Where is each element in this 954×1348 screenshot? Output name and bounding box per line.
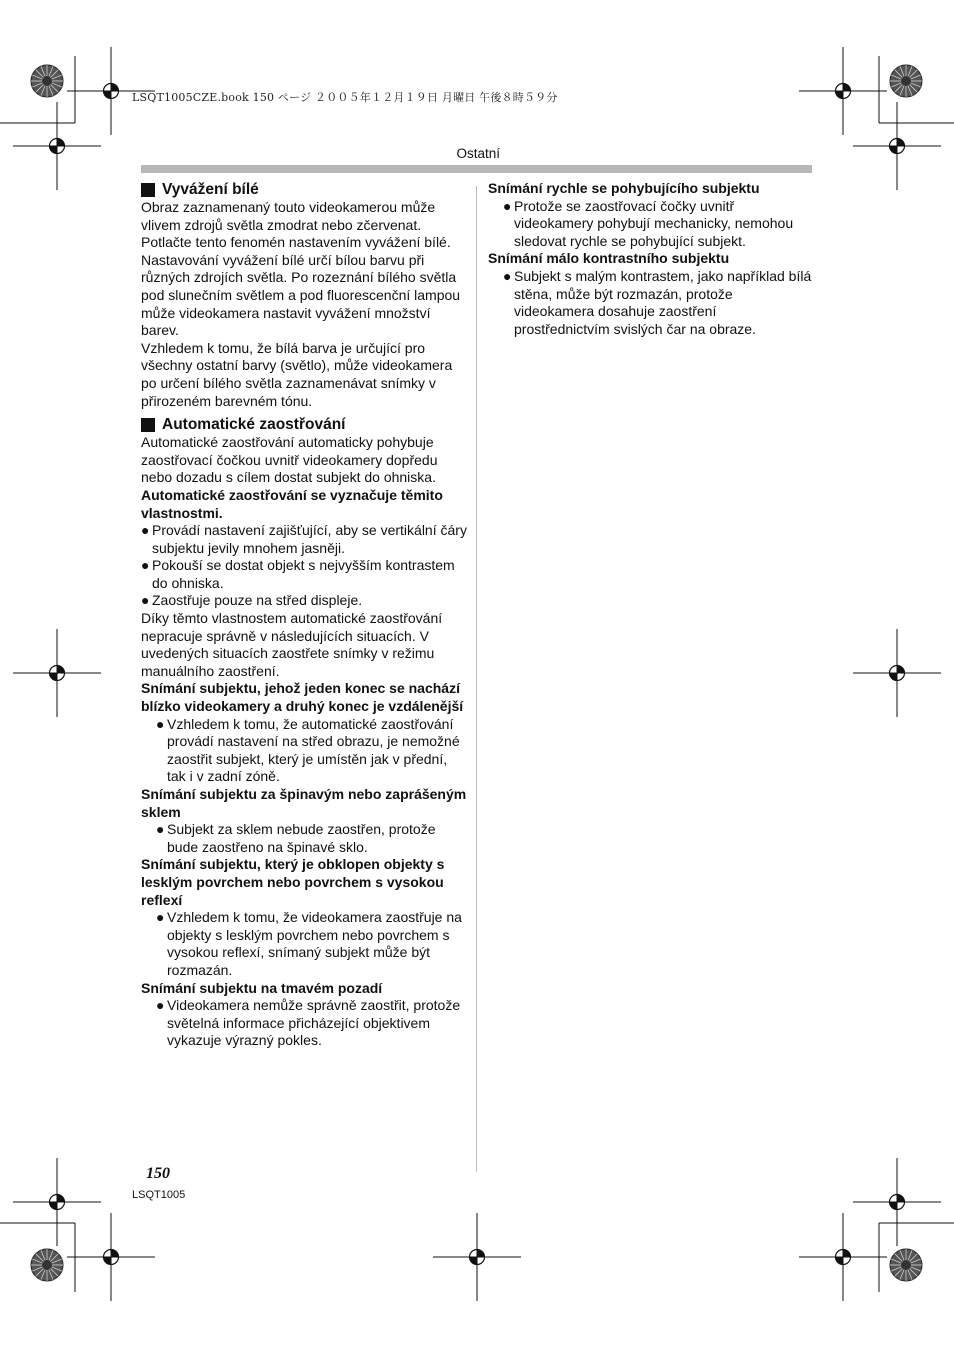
list-item: ● Videokamera nemůže správně zaostřit, protože světelná informace přicházející objektivem vykazuje výrazný pokles.: [156, 997, 461, 1049]
case-heading: Snímání subjektu, jehož jeden konec se nachází blízko videokamery a druhý konec je vzdálenější: [141, 680, 464, 715]
square-bullet-icon: [141, 418, 155, 432]
bullet-icon: ●: [503, 267, 512, 284]
starburst-mark-top-left: [31, 65, 63, 97]
registration-mark: [67, 1213, 155, 1301]
registration-mark: [13, 629, 101, 717]
case-heading: Snímání subjektu za špinavým nebo zaprášeným sklem: [141, 786, 467, 820]
paragraph: Obraz zaznamenaný touto videokamerou může vlivem zdrojů světla zmodrat nebo zčervenat. Potlačte tento fenomén nastavením vyvážení bílé. Nastavování vyvážení bílé určí bílou barvu při různých zdrojích světla. Po rozeznání bílého světla pod slunečním světlem a pod fluorescenční lampou může videokamera nastavit vyvážení množství barev.: [141, 199, 461, 339]
paragraph: Automatické zaostřování automaticky pohybuje zaostřovací čočkou uvnitř videokamery dopředu nebo dozadu s cílem dostat subjekt do ohniska.: [141, 434, 438, 486]
case-heading: Snímání málo kontrastního subjektu: [488, 250, 730, 267]
list-item: ● Subjekt s malým kontrastem, jako například bílá stěna, může být rozmazán, protože videokamera dosahuje zaostření prostřednictvím svislých čar na obraze.: [503, 267, 812, 337]
heading-text: Vyvážení bílé: [162, 181, 259, 198]
section-heading-white-balance: [141, 180, 469, 199]
bullet-icon: ●: [156, 909, 165, 926]
list-item: ● Provádí nastavení zajišťující, aby se vertikální čáry subjektu jevily mnohem jasněji.: [141, 522, 467, 556]
header-bar: [141, 165, 812, 173]
square-bullet-icon: [141, 183, 155, 197]
list-item: ● Subjekt za sklem nebude zaostřen, protože bude zaostřeno na špinavé sklo.: [156, 821, 436, 855]
starburst-mark-bottom-right: [890, 1249, 922, 1281]
starburst-mark-top-right: [890, 65, 922, 97]
registration-mark: [799, 47, 887, 135]
left-column: [141, 180, 469, 1050]
bullet-icon: ●: [141, 522, 150, 539]
case-heading: Snímání subjektu, který je obklopen objekty s lesklým povrchem nebo povrchem s vysokou reflexí: [141, 856, 445, 908]
page-number: 150: [146, 1165, 170, 1182]
case-heading: Snímání rychle se pohybujícího subjektu: [488, 180, 760, 196]
subheading: Automatické zaostřování se vyznačuje těmito vlastnostmi.: [141, 486, 443, 521]
column-divider: [476, 186, 477, 1172]
paragraph: Vzhledem k tomu, že bílá barva je určující pro všechny ostatní barvy (světlo), může videokamera po určení bílého světla zaznamenávat snímky v přirozeném barevném tónu.: [141, 339, 453, 409]
model-code: LSQT1005: [132, 1189, 186, 1201]
right-column: [488, 180, 812, 338]
heading-text: Automatické zaostřování: [162, 416, 346, 434]
list-item: ● Vzhledem k tomu, že videokamera zaostřuje na objekty s lesklým povrchem nebo povrchem s vysokou reflexí, snímaný subjekt může být rozmazán.: [156, 909, 462, 978]
starburst-mark-bottom-left: [31, 1249, 63, 1281]
list-item: ● Vzhledem k tomu, že automatické zaostřování provádí nastavení na střed obrazu, je nemožné zaostřit subjekt, který je umístěn jak v přední, tak i v zadní zóně.: [156, 715, 460, 785]
registration-mark: [799, 1213, 887, 1301]
bullet-icon: ●: [141, 592, 150, 609]
registration-mark: [433, 1213, 521, 1301]
registration-mark: [13, 102, 101, 190]
paragraph: Díky těmto vlastnostem automatické zaostřování nepracuje správně v následujících situacích. V uvedených situacích zaostřete snímky v režimu manuálního zaostření.: [141, 610, 443, 679]
bullet-icon: ●: [156, 997, 165, 1014]
bullet-icon: ●: [141, 557, 150, 574]
registration-mark: [853, 629, 941, 717]
bullet-icon: ●: [156, 821, 165, 838]
registration-mark: [13, 1158, 101, 1246]
bullet-icon: ●: [503, 197, 512, 214]
list-item: ● Pokouší se dostat objekt s nejvyšším kontrastem do ohniska.: [141, 557, 455, 591]
print-job-info: LSQT1005CZE.book 150 ページ ２００５年１２月１９日 月曜日 午後８時５９分: [132, 91, 558, 104]
registration-mark: [853, 102, 941, 190]
list-item: ● Zaostřuje pouze na střed displeje.: [141, 592, 363, 609]
case-heading: Snímání subjektu na tmavém pozadí: [141, 979, 383, 996]
section-heading-autofocus: [141, 415, 469, 434]
section-label: Ostatní: [456, 146, 500, 161]
registration-mark: [853, 1158, 941, 1246]
bullet-icon: ●: [156, 715, 165, 732]
list-item: ● Protože se zaostřovací čočky uvnitř videokamery pohybují mechanicky, nemohou sledovat rychle se pohybující subjekt.: [503, 197, 794, 249]
